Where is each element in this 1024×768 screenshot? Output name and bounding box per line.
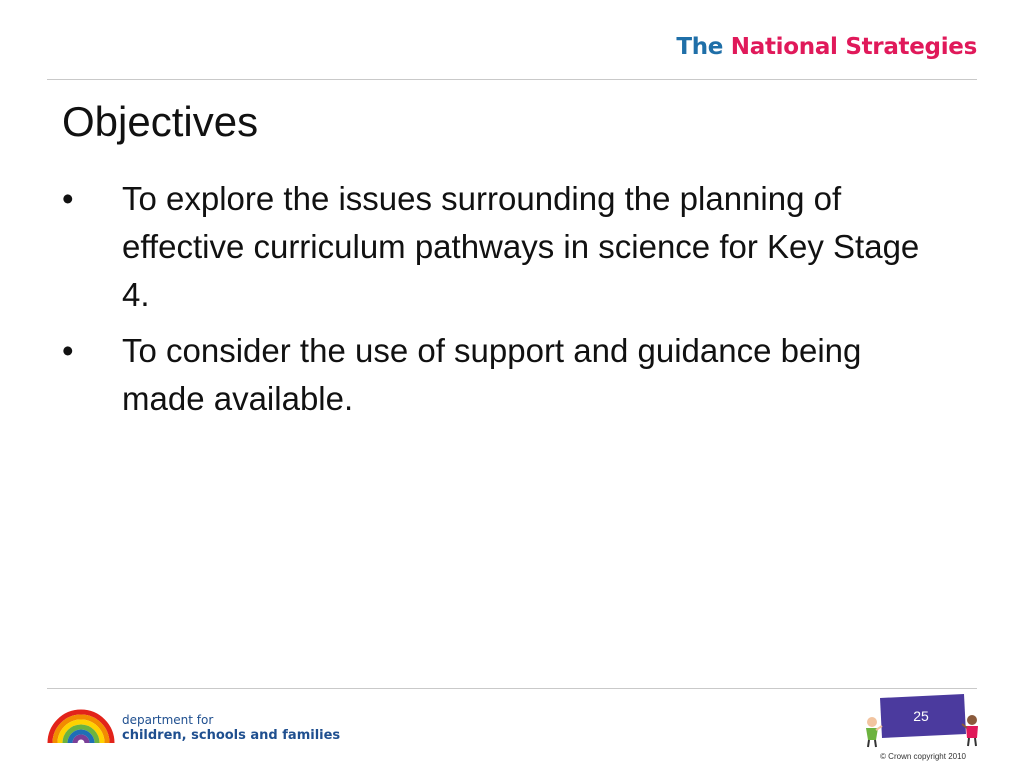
slide-title: Objectives bbox=[62, 98, 259, 145]
rainbow-logo-icon bbox=[46, 705, 116, 745]
dcsf-wordmark bbox=[122, 712, 340, 744]
bullet-item bbox=[62, 175, 962, 319]
bullet-item bbox=[62, 327, 962, 423]
dept-line-1: department for bbox=[122, 713, 214, 727]
header-divider bbox=[47, 79, 977, 80]
national-strategies-logo bbox=[676, 34, 977, 60]
brand-prefix: The bbox=[676, 34, 724, 60]
bullet-text: To explore the issues surrounding the planning of effective curriculum pathways in science for Key Stage 4. bbox=[122, 180, 920, 313]
brand-name: National Strategies bbox=[730, 34, 977, 60]
copyright-notice: © Crown copyright 2010 bbox=[880, 752, 966, 761]
bullet-list bbox=[62, 175, 962, 431]
slide-number: 25 bbox=[913, 708, 929, 724]
footer-divider bbox=[47, 688, 977, 689]
dept-line-2: children, schools and families bbox=[122, 728, 341, 743]
bullet-text: To consider the use of support and guidance being made available. bbox=[122, 332, 862, 417]
bullet-marker: • bbox=[62, 332, 74, 369]
bullet-marker: • bbox=[62, 180, 74, 217]
